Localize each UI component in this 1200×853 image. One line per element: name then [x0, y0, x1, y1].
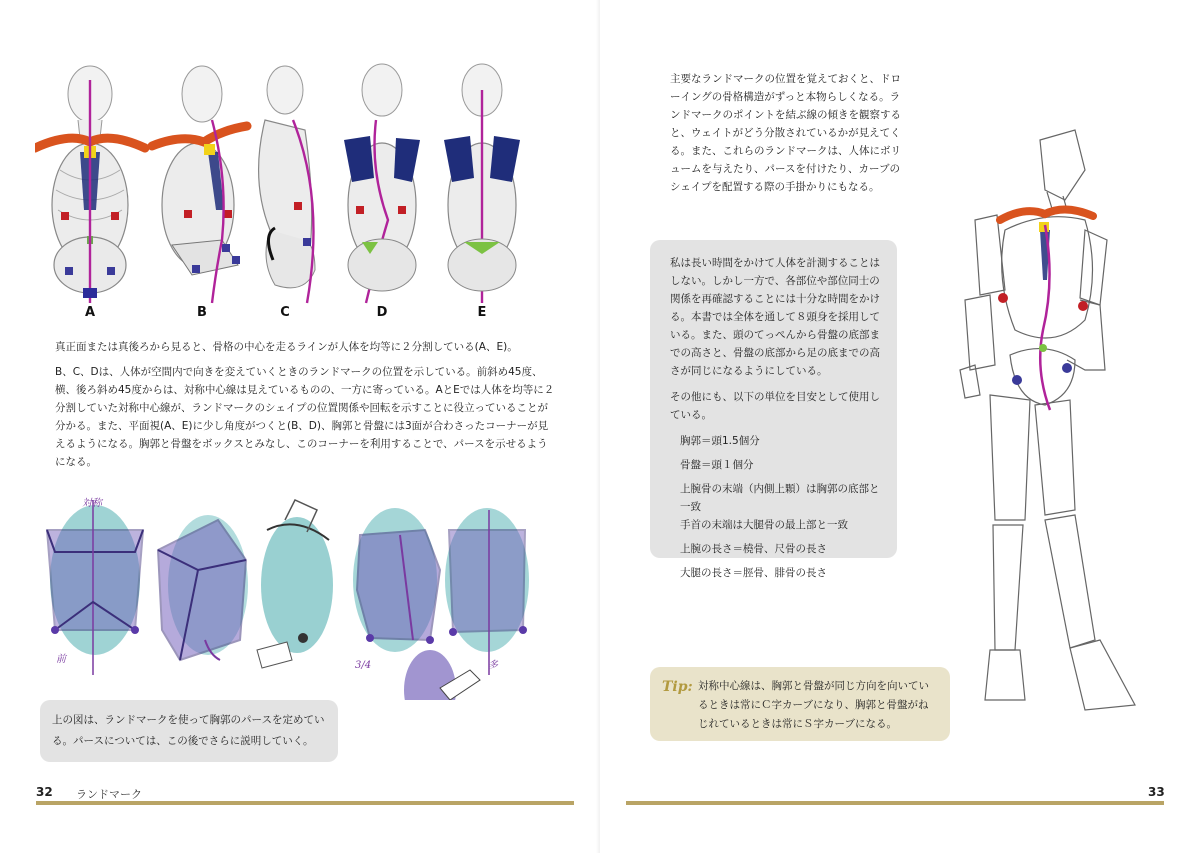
intro-paragraph: 主要なランドマークの位置を覚えておくと、ドローイングの骨格構造がずっと本物らしくなる。ランドマークのポイントを結ぶ線の傾きを観察すると、ウェイトがどう分散されているかが見えてくる。また、これらのランドマークは、人体にボリュームを与えたり、パースを付けたり、カーブのシェイプを配置する際の手掛かりにもなる。	[670, 73, 901, 193]
figure-label-b: B	[197, 305, 207, 320]
left-body-text	[55, 338, 555, 478]
sketch-note-three-quarter: 3/4	[355, 660, 372, 671]
figure-a	[35, 66, 145, 303]
figure-label-a: A	[84, 305, 96, 320]
list-item-wrist: 手首の末端は大腿骨の最上部と一致	[680, 519, 848, 531]
sketch-side	[257, 500, 333, 668]
caption-box	[40, 700, 338, 762]
sketch-three-quarter	[158, 515, 248, 660]
tip-label: Tip:	[662, 679, 693, 695]
measurement-paragraph-1: 私は長い時間をかけて人体を計測することはしない。しかし一方で、各部位や部位同士の関係を再確認することには十分な時間をかける。本書では全体を通して８頭身を採用している。また、頭のてっぺんから骨盤の底部までの高さと、骨盤の底部から足の底までの高さが同じになるようにしている。	[670, 257, 880, 377]
right-page	[600, 0, 1200, 853]
paragraph-1: 真正面または真後ろから見ると、骨格の中心を走るラインが人体を均等に２分割している(A、E)。	[55, 341, 518, 353]
folio-number-right: 33	[1148, 785, 1165, 799]
figure-label-e: E	[477, 305, 487, 320]
sketch-note-top: 対称	[82, 498, 102, 509]
list-item-ribcage: 胸郭＝頭1.5個分	[680, 435, 760, 447]
list-item-upper-arm: 上腕の長さ＝橈骨、尺骨の長さ	[680, 543, 827, 555]
paragraph-2: B、C、Dは、人体が空間内で向きを変えていくときのランドマークの位置を示している。前斜め45度、横、後ろ斜め45度からは、対称中心線は見えているものの、一方に寄っている。AとEでは人体を均等に２分割していた対称中心線が、ランドマークのシェイプの位置関係や回転を示すことに役立っていることが分かる。また、平面視(A、E)に少し角度がつくと(B、D)、胸郭と骨盤には3面が合わさったコーナーが見えるようになる。胸郭と骨盤をボックスとみなし、このコーナーを利用することで、パースを示せるようになる。	[55, 366, 555, 468]
list-item-thigh: 大腿の長さ＝脛骨、腓骨の長さ	[680, 567, 827, 579]
sketch-front	[47, 500, 143, 675]
figure-c	[259, 66, 315, 303]
folio-title: ランドマーク	[76, 788, 142, 801]
sketch-back-three-quarter	[353, 508, 440, 652]
figure-e	[444, 64, 520, 303]
figure-d	[344, 64, 420, 303]
standing-figure-sketch	[935, 120, 1175, 740]
figure-b	[152, 66, 247, 303]
tip-text: 対称中心線は、胸郭と骨盤が同じ方向を向いているときは常にＣ字カーブになり、胸郭と骨盤がねじれているときは常にＳ字カーブになる。	[698, 680, 929, 730]
ribcage-perspective-sketches	[35, 490, 560, 700]
torso-landmark-figures	[35, 60, 560, 305]
measurement-text	[670, 254, 880, 582]
sketch-note-side: 前	[56, 654, 66, 665]
sketch-bowl	[404, 650, 516, 700]
figure-label-d: D	[376, 305, 388, 320]
footer-rule-left	[36, 801, 574, 805]
list-item-humerus: 上腕骨の末端（内側上顆）は胸郭の底部と一致	[680, 483, 880, 513]
measurement-box	[650, 240, 897, 579]
list-item-pelvis: 骨盤＝頭１個分	[680, 459, 754, 471]
measurement-paragraph-2: その他にも、以下の単位を目安として使用している。	[670, 391, 880, 421]
sketch-note-back: 多	[488, 660, 498, 671]
caption-text: 上の図は、ランドマークを使って胸郭のパースを定めている。パースについては、この後でさらに説明していく。	[52, 714, 325, 747]
footer-rule-right	[626, 801, 1164, 805]
figure-label-c: C	[280, 305, 290, 320]
folio-number-left: 32	[36, 785, 53, 799]
sketch-back	[445, 508, 529, 675]
tip-box	[650, 667, 950, 741]
intro-text	[670, 70, 902, 203]
